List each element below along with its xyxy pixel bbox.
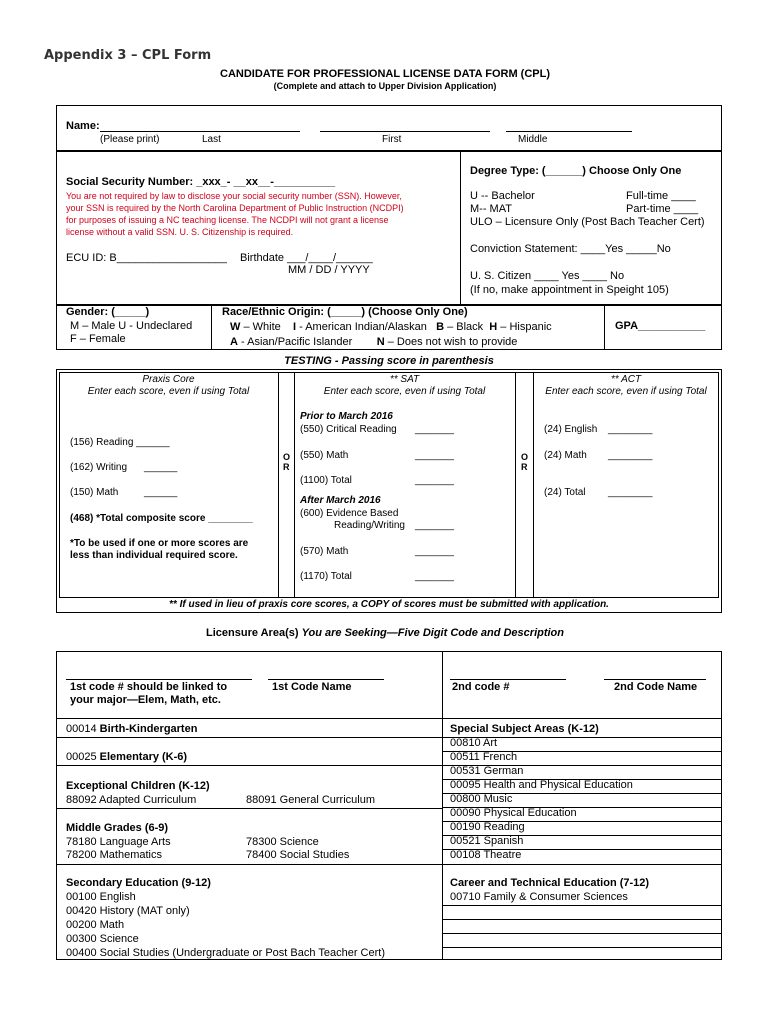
second-code-label: 2nd code # (452, 681, 510, 693)
list-item: 00100 English (66, 891, 136, 903)
list-item: 00400 Social Studies (Undergraduate or Post Bach Teacher Cert) (66, 947, 385, 959)
list-item: 00300 Science (66, 933, 139, 945)
list-item: 00025 Elementary (K-6) (66, 751, 188, 763)
list-item: 00800 Music (450, 793, 513, 805)
act-total-label: (24) Total (544, 487, 586, 498)
ssn-notice-1: You are not required by law to disclose your social security number (SSN). However, (66, 191, 402, 201)
sat-math-label: (550) Math (300, 450, 349, 461)
fulltime-field[interactable]: Full-time ____ (626, 190, 696, 202)
degree-ulo: ULO – Licensure Only (Post Bach Teacher Cert) (470, 216, 705, 228)
parttime-field[interactable]: Part-time ____ (626, 203, 699, 215)
list-item: 88092 Adapted Curriculum (66, 794, 197, 806)
last-label: Last (202, 134, 221, 145)
list-item: 00095 Health and Physical Education (450, 779, 633, 791)
divider (56, 765, 442, 766)
divider (604, 305, 605, 350)
ecu-id-field[interactable]: ECU ID: B__________________ (66, 252, 227, 264)
sat-critical-reading-field[interactable]: _______ (415, 424, 454, 435)
second-code-field[interactable] (450, 679, 566, 680)
sat-total-label: (1100) Total (300, 475, 352, 486)
divider (442, 864, 722, 865)
testing-inner (59, 372, 719, 598)
list-item: 88091 General Curriculum (246, 794, 376, 806)
sat-critical-reading-label: (550) Critical Reading (300, 424, 397, 435)
list-item: 00810 Art (450, 737, 498, 749)
ssn-notice-2: your SSN is required by the North Carolina Department of Public Instruction (NCDPI) (66, 203, 404, 213)
middle-name-field[interactable] (506, 131, 632, 132)
degree-bachelor: U -- Bachelor (470, 190, 535, 202)
ssn-field[interactable]: Social Security Number: _xxx_- __xx__-__________ (66, 176, 336, 188)
list-heading: Middle Grades (6-9) (66, 822, 169, 834)
testing-header: TESTING - Passing score in parenthesis (284, 355, 494, 367)
sat-ebrw-field[interactable]: _______ (415, 520, 454, 531)
sat-ebrw-label: (600) Evidence Based (300, 508, 399, 519)
act-math-field[interactable]: ________ (608, 450, 653, 461)
last-name-field[interactable] (100, 131, 300, 132)
list-item: 00511 French (450, 751, 518, 763)
list-item: 78300 Science (246, 836, 319, 848)
divider (515, 372, 516, 598)
conviction-field[interactable]: Conviction Statement: ____Yes _____No (470, 243, 671, 255)
sat-subtitle: Enter each score, even if using Total (323, 386, 486, 397)
list-heading: Exceptional Children (K-12) (66, 780, 210, 792)
form-subtitle: (Complete and attach to Upper Division Application) (273, 81, 497, 91)
list-item: 00014 Birth-Kindergarten (66, 723, 198, 735)
first-code-name-field[interactable] (268, 679, 384, 680)
list-item: 78200 Mathematics (66, 849, 162, 861)
divider (442, 947, 722, 948)
sat-total2-field[interactable]: _______ (415, 571, 454, 582)
act-total-field[interactable]: ________ (608, 487, 653, 498)
act-math-label: (24) Math (544, 450, 587, 461)
list-item: 00531 German (450, 765, 524, 777)
divider (56, 808, 442, 809)
second-code-name-label: 2nd Code Name (614, 681, 698, 693)
list-item: 78180 Language Arts (66, 836, 171, 848)
praxis-note-2: less than individual required score. (70, 550, 238, 561)
degree-mat: M-- MAT (470, 203, 512, 215)
act-english-label: (24) English (544, 424, 598, 435)
sat-ebrw-label-2: Reading/Writing (334, 520, 405, 531)
licensure-title: Licensure Area(s) You are Seeking—Five Digit Code and Description (206, 627, 564, 639)
name-label: Name: (66, 120, 100, 132)
ssn-notice-4: license without a valid SSN. U. S. Citizenship is required. (66, 227, 294, 237)
divider (211, 305, 212, 350)
list-item: 00200 Math (66, 919, 125, 931)
list-item: 00090 Physical Education (450, 807, 577, 819)
divider (442, 933, 722, 934)
list-heading: Special Subject Areas (K-12) (450, 723, 599, 735)
praxis-subtitle: Enter each score, even if using Total (87, 386, 250, 397)
testing-footnote: ** If used in lieu of praxis core scores, a COPY of scores must be submitted with application. (169, 599, 609, 610)
first-code-field[interactable] (66, 679, 252, 680)
sat-after-heading: After March 2016 (300, 495, 381, 506)
sat-total-field[interactable]: _______ (415, 475, 454, 486)
sat-math2-label: (570) Math (300, 546, 349, 557)
race-field[interactable]: Race/Ethnic Origin: (_____) (Choose Only One) (222, 306, 468, 318)
act-english-field[interactable]: ________ (608, 424, 653, 435)
or-label-r: R (283, 462, 290, 472)
birthdate-field[interactable]: Birthdate ___/____/______ (240, 252, 373, 264)
divider (278, 372, 279, 598)
list-heading: Career and Technical Education (7-12) (450, 877, 650, 889)
divider (460, 151, 461, 305)
divider (56, 864, 442, 865)
divider (442, 919, 722, 920)
praxis-title: Praxis Core (142, 374, 195, 385)
sat-prior-heading: Prior to March 2016 (300, 411, 393, 422)
list-heading: Secondary Education (9-12) (66, 877, 211, 889)
citizen-field[interactable]: U. S. Citizen ____ Yes ____ No (470, 270, 625, 282)
gender-option-1: M – Male U - Undeclared (70, 320, 193, 332)
gender-option-2: F – Female (70, 333, 126, 345)
sat-math2-field[interactable]: _______ (415, 546, 454, 557)
praxis-math-field[interactable]: ______ (144, 487, 178, 498)
act-title: ** ACT (610, 374, 642, 385)
list-item: 00190 Reading (450, 821, 525, 833)
praxis-writing-field[interactable]: ______ (144, 462, 178, 473)
list-item: 00420 History (MAT only) (66, 905, 190, 917)
date-format-label: MM / DD / YYYY (288, 264, 370, 276)
first-code-label: 1st code # should be linked to (70, 681, 228, 693)
divider (56, 737, 442, 738)
or-label-o: O (521, 452, 529, 462)
divider (294, 372, 295, 598)
middle-label: Middle (518, 134, 548, 145)
form-title: CANDIDATE FOR PROFESSIONAL LICENSE DATA FORM (CPL) (220, 68, 550, 80)
race-options-2: A - Asian/Pacific Islander N – Does not wish to provide (230, 336, 518, 348)
gender-field[interactable]: Gender: (_____) (66, 306, 150, 318)
or-label-o: O (283, 452, 291, 462)
praxis-composite-field[interactable]: (468) *Total composite score ________ (70, 513, 253, 524)
degree-type-field[interactable]: Degree Type: (______) Choose Only One (470, 165, 682, 177)
or-label-r: R (521, 462, 528, 472)
first-code-name-label: 1st Code Name (272, 681, 352, 693)
divider (56, 718, 722, 719)
first-label: First (382, 134, 402, 145)
praxis-writing-label: (162) Writing (70, 462, 128, 473)
praxis-reading-field[interactable]: (156) Reading ______ (70, 437, 170, 448)
divider (442, 905, 722, 906)
divider (533, 372, 534, 598)
first-name-field[interactable] (320, 131, 490, 132)
praxis-note-1: *To be used if one or more scores are (70, 538, 249, 549)
first-code-label-2: your major—Elem, Math, etc. (70, 694, 221, 706)
please-print-label: (Please print) (100, 134, 160, 145)
list-item: 00710 Family & Consumer Sciences (450, 891, 628, 903)
list-item: 78400 Social Studies (246, 849, 350, 861)
list-item: 00521 Spanish (450, 835, 524, 847)
sat-title: ** SAT (389, 374, 420, 385)
sat-math-field[interactable]: _______ (415, 450, 454, 461)
appendix-title: Appendix 3 – CPL Form (44, 48, 212, 63)
divider (442, 651, 443, 960)
praxis-math-label: (150) Math (70, 487, 119, 498)
race-options-1: W – White I - American Indian/Alaskan B – Black H – Hispanic (230, 321, 552, 333)
citizen-note: (If no, make appointment in Speight 105) (470, 284, 669, 296)
ssn-notice-3: for purposes of issuing a NC teaching license. The NCDPI will not grant a license (66, 215, 389, 225)
sat-total2-label: (1170) Total (300, 571, 352, 582)
gpa-field[interactable]: GPA___________ (615, 320, 706, 332)
list-item: 00108 Theatre (450, 849, 522, 861)
second-code-name-field[interactable] (604, 679, 706, 680)
act-subtitle: Enter each score, even if using Total (545, 386, 707, 397)
